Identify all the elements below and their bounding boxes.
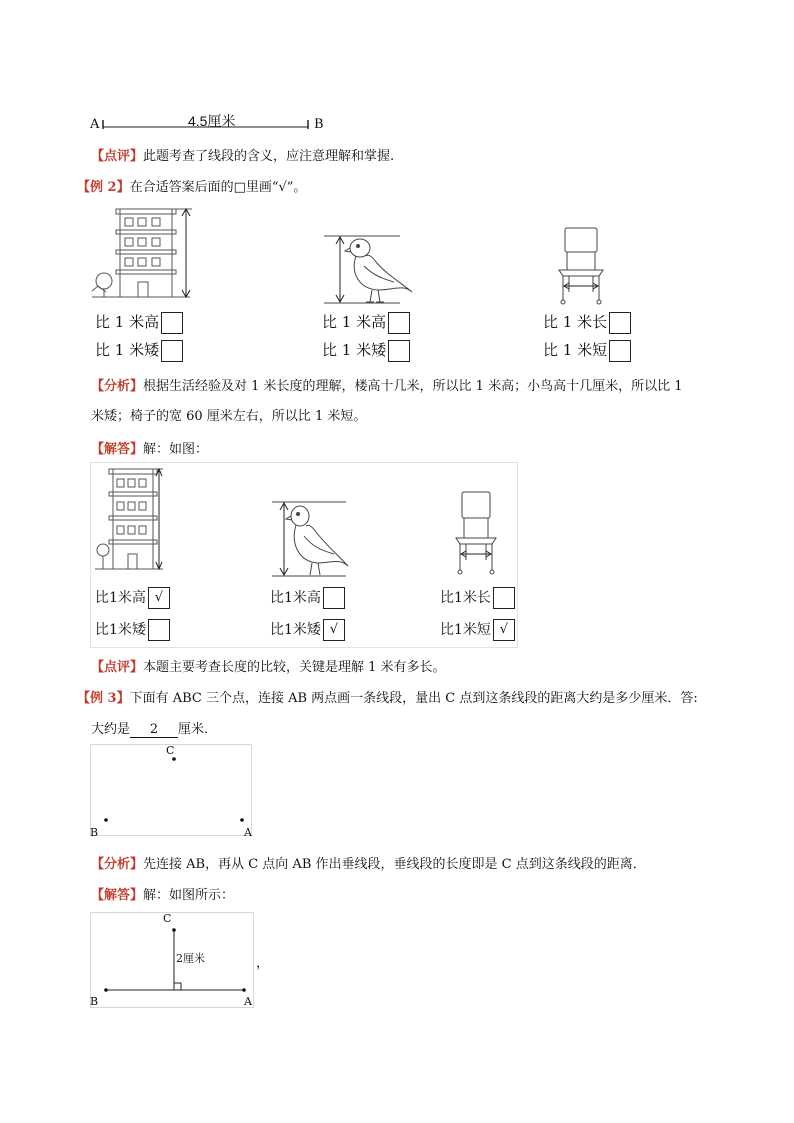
a-chair-long-text: 比1米长: [440, 590, 491, 606]
a-building-high: [95, 587, 170, 609]
a-bird-low-text: 比1米矮: [270, 622, 321, 638]
ex3-answer-point-b: B: [90, 995, 99, 1008]
q-building-low: [95, 339, 183, 362]
ex2-answer-text: 解：如图：: [143, 442, 209, 457]
answer-chair-illustration: [452, 490, 502, 576]
q-chair-long: [543, 311, 631, 334]
ex3-tag: 【例 3】: [77, 691, 130, 706]
building-illustration: [92, 206, 202, 301]
ex3-point-b: B: [90, 826, 99, 839]
ex3-analysis-tag: 【分析】: [91, 857, 144, 872]
ex2-review-text: 本题主要考查长度的比较，关键是理解 1 米有多长。: [143, 660, 446, 675]
q-building-low-box[interactable]: [161, 340, 183, 362]
q-chair-short-text: 比 1 米短: [543, 341, 608, 359]
q-building-high-text: 比 1 米高: [95, 313, 160, 331]
a-building-low: [95, 619, 170, 641]
a-building-high-box[interactable]: √: [148, 587, 170, 609]
q-chair-long-box[interactable]: [609, 312, 631, 334]
ex3-text: 下面有 ABC 三个点，连接 AB 两点画一条线段，量出 C 点到这条线段的距离大约是多少厘米．答:: [129, 691, 698, 706]
q-chair-short: [543, 339, 631, 362]
ex3-points: [90, 744, 260, 844]
ex2-analysis-text2: 米矮；椅子的宽 60 厘米左右，所以比 1 米短。: [91, 409, 367, 424]
ex2-text: 在合适答案后面的□里画“√”。: [129, 180, 307, 195]
a-bird-high-box[interactable]: [323, 587, 345, 609]
segment-label-b: B: [314, 117, 324, 132]
review1-tag: 【点评】: [91, 149, 144, 164]
ex2-tag: 【例 2】: [77, 180, 130, 195]
answer-bird-illustration: [268, 500, 358, 580]
q-bird-low: [322, 339, 410, 362]
q-bird-low-text: 比 1 米矮: [322, 341, 387, 359]
a-building-high-text: 比1米高: [95, 590, 146, 606]
q-chair-short-box[interactable]: [609, 340, 631, 362]
q-building-high-box[interactable]: [161, 312, 183, 334]
ex2-review-line: [91, 656, 446, 675]
a-bird-low: [270, 619, 345, 641]
ex3-answer-text: 解：如图所示：: [143, 888, 235, 903]
q-bird-high: [322, 311, 410, 334]
ex2-review-tag: 【点评】: [91, 660, 144, 675]
ex2-analysis-text1: 根据生活经验及对 1 米长度的理解，楼高十几米，所以比 1 米高；小鸟高十几厘米，所以比 1: [143, 379, 683, 394]
q-bird-high-text: 比 1 米高: [322, 313, 387, 331]
ex3-analysis-line: [91, 853, 646, 872]
a-building-low-box[interactable]: [148, 619, 170, 641]
ex3-answer-line: [91, 718, 217, 738]
ex3-answer-comma: ，: [256, 956, 270, 971]
a-chair-long: [440, 587, 515, 609]
a-bird-high: [270, 587, 345, 609]
ex3-measure-label: 2厘米: [176, 952, 205, 965]
q-chair-long-text: 比 1 米长: [543, 313, 608, 331]
ex3-title: [77, 687, 698, 706]
ex3-answer-head: [91, 884, 234, 903]
a-chair-long-box[interactable]: [493, 587, 515, 609]
ex3-answer-point-a: A: [244, 995, 252, 1008]
ex3-answer-blank[interactable]: 2: [130, 722, 178, 738]
segment-length: 4.5厘米: [188, 113, 236, 129]
a-bird-low-box[interactable]: √: [323, 619, 345, 641]
q-bird-low-box[interactable]: [388, 340, 410, 362]
ex2-answer-line: [91, 438, 208, 457]
q-building-high: [95, 311, 183, 334]
ex2-analysis-line1: [91, 375, 683, 394]
ex3-answer-tag: 【解答】: [91, 888, 144, 903]
ex3-answer-pre: 大约是: [91, 722, 131, 737]
bird-illustration: [320, 234, 420, 306]
q-bird-high-box[interactable]: [388, 312, 410, 334]
review1-line: [91, 145, 394, 164]
ex3-point-a: A: [244, 826, 252, 839]
answer-building-illustration: [95, 466, 165, 576]
chair-illustration: [555, 226, 615, 306]
a-bird-high-text: 比1米高: [270, 590, 321, 606]
ex2-answer-tag: 【解答】: [91, 442, 144, 457]
segment-label-a: A: [90, 117, 100, 132]
review1-text: 此题考查了线段的含义，应注意理解和掌握.: [143, 149, 395, 164]
ex3-answer-diagram: [90, 912, 260, 1012]
ex2-analysis-line2: [91, 405, 366, 424]
a-chair-short-text: 比1米短: [440, 622, 491, 638]
ex2-title: [77, 176, 306, 195]
ex3-point-c: C: [166, 744, 175, 757]
q-building-low-text: 比 1 米矮: [95, 341, 160, 359]
ex3-analysis-text: 先连接 AB，再从 C 点向 AB 作出垂线段，垂线段的长度即是 C 点到这条线段的距离．: [143, 857, 646, 872]
a-chair-short: [440, 619, 515, 641]
ex3-answer-point-c: C: [163, 912, 172, 925]
ex3-answer-post: 厘米．: [178, 722, 218, 737]
a-chair-short-box[interactable]: √: [493, 619, 515, 641]
a-building-low-text: 比1米矮: [95, 622, 146, 638]
ex2-analysis-tag: 【分析】: [91, 379, 144, 394]
